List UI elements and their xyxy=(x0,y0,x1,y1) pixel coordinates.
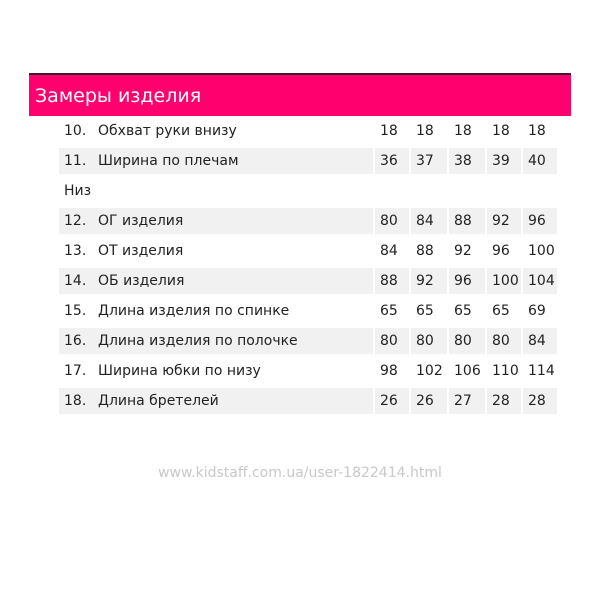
size-value: 102 xyxy=(416,363,443,379)
table-row xyxy=(59,296,559,326)
size-value: 26 xyxy=(375,388,409,414)
size-value: 98 xyxy=(380,363,398,379)
size-value: 40 xyxy=(523,148,557,174)
row-number: 18. xyxy=(59,388,93,414)
size-value: 84 xyxy=(411,208,447,234)
size-value: 100 xyxy=(487,268,521,294)
row-number: 13. xyxy=(64,243,87,259)
size-value: 28 xyxy=(487,388,521,414)
size-value: 80 xyxy=(487,328,521,354)
size-value: 18 xyxy=(528,123,546,139)
size-value: 100 xyxy=(528,243,555,259)
table-row xyxy=(59,236,559,266)
size-value: 26 xyxy=(411,388,447,414)
size-value: 92 xyxy=(411,268,447,294)
table-row xyxy=(59,386,559,416)
size-value: 92 xyxy=(454,243,472,259)
size-value: 88 xyxy=(449,208,485,234)
size-value: 84 xyxy=(523,328,557,354)
size-value: 80 xyxy=(411,328,447,354)
size-value: 36 xyxy=(375,148,409,174)
measurement-name: ОТ изделия xyxy=(98,243,184,259)
measurement-name: Ширина юбки по низу xyxy=(98,363,261,379)
size-value: 110 xyxy=(492,363,519,379)
table-row xyxy=(59,206,559,236)
row-number: 11. xyxy=(59,148,93,174)
size-value: 18 xyxy=(492,123,510,139)
size-value: 38 xyxy=(449,148,485,174)
size-value: 80 xyxy=(375,208,409,234)
row-number: 17. xyxy=(64,363,87,379)
size-value: 80 xyxy=(375,328,409,354)
measurement-name: Длина изделия по полочке xyxy=(93,328,373,354)
size-value: 84 xyxy=(380,243,398,259)
size-value: 96 xyxy=(523,208,557,234)
measurement-name: Обхват руки внизу xyxy=(98,123,237,139)
size-value: 69 xyxy=(528,303,546,319)
measurements-table xyxy=(59,116,559,416)
measurement-name: ОБ изделия xyxy=(93,268,373,294)
size-value: 37 xyxy=(411,148,447,174)
measurement-name: ОГ изделия xyxy=(93,208,373,234)
size-value: 39 xyxy=(487,148,521,174)
size-value: 18 xyxy=(416,123,434,139)
measurement-name: Длина изделия по спинке xyxy=(98,303,290,319)
section-header xyxy=(29,75,571,116)
size-value: 65 xyxy=(380,303,398,319)
measurement-name: Ширина по плечам xyxy=(93,148,373,174)
table-row xyxy=(59,266,559,296)
size-value: 104 xyxy=(523,268,557,294)
size-value: 28 xyxy=(523,388,557,414)
row-number: 12. xyxy=(59,208,93,234)
size-value: 65 xyxy=(454,303,472,319)
measurement-name: Длина бретелей xyxy=(93,388,373,414)
size-value: 96 xyxy=(492,243,510,259)
watermark-url: www.kidstaff.com.ua/user-1822414.html xyxy=(158,465,442,481)
size-value: 80 xyxy=(449,328,485,354)
table-row xyxy=(59,326,559,356)
page-title: Замеры изделия xyxy=(35,85,202,107)
size-value: 106 xyxy=(454,363,481,379)
size-value: 18 xyxy=(380,123,398,139)
size-value: 114 xyxy=(528,363,555,379)
section-row xyxy=(59,176,559,206)
size-value: 92 xyxy=(487,208,521,234)
section-label: Низ xyxy=(59,178,557,204)
size-value: 65 xyxy=(416,303,434,319)
size-value: 27 xyxy=(449,388,485,414)
row-number: 15. xyxy=(64,303,87,319)
size-value: 88 xyxy=(416,243,434,259)
table-row xyxy=(59,356,559,386)
size-value: 88 xyxy=(375,268,409,294)
row-number: 14. xyxy=(59,268,93,294)
table-row xyxy=(59,146,559,176)
row-number: 10. xyxy=(64,123,87,139)
size-value: 65 xyxy=(492,303,510,319)
size-value: 96 xyxy=(449,268,485,294)
row-number: 16. xyxy=(59,328,93,354)
size-value: 18 xyxy=(454,123,472,139)
table-row xyxy=(59,116,559,146)
